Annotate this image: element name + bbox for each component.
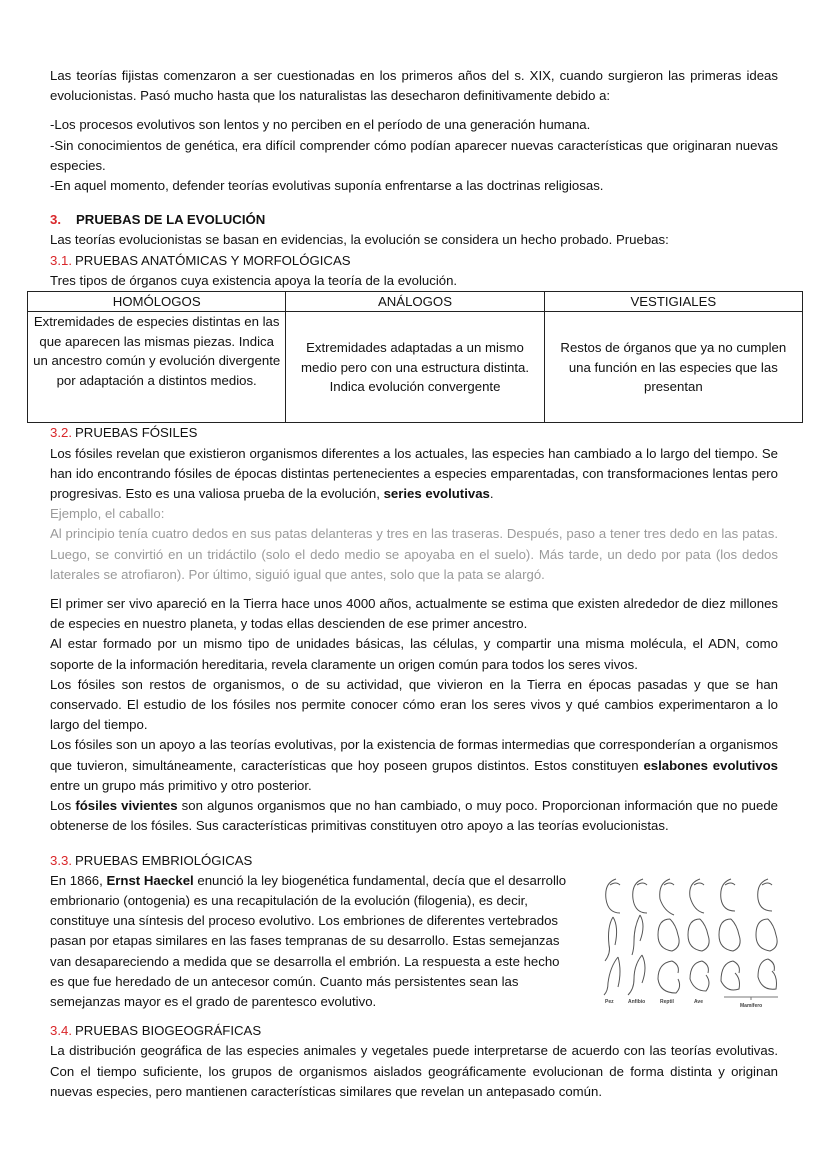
svg-text:Pez: Pez [605,998,614,1005]
horse-example-text: Al principio tenía cuatro dedos en sus patas delanteras y tres en las traseras. Después, paso a tener tres dedo en las patas. Luego, se convirtió en un tridáctilo (solo el dedo medio se apoyaba en el suelo). Más tarde, un dedo por pata (los dedos laterales se atrofiaron). Por último, siguió igual que antes, solo que la pata se alargó. [50,526,778,582]
text-run: Los fósiles son un apoyo a las teorías evolutivas, por la existencia de formas intermedias que corresponderían a organismos que tuvieron, simultáneamente, características que hoy poseen grupos distintos. Estos constituyen [50,737,778,773]
text-run: son algunos organismos que no han cambiado, o muy poco. Proporcionan información que no puede obtenerse de los fósiles. Sus características primitivas constituyen otro apoyo a las teorías evolucionistas. [50,798,778,834]
section-3-intro: Las teorías evolucionistas se basan en evidencias, la evolución se considera un hecho probado. Pruebas: [50,232,669,248]
text-run: En 1866, [50,872,107,888]
fossils-paragraph-5 [50,735,778,796]
section-3-1-number: 3.1. [50,252,72,268]
section-3-heading [50,210,778,230]
svg-text:Anfibio: Anfibio [628,998,646,1005]
intro-bullet-2: -Sin conocimientos de genética, era difícil comprender cómo podían aparecer nuevas características que originaran nuevas especies. [50,137,778,173]
section-3-1-heading [50,251,778,271]
section-3-title: PRUEBAS DE LA EVOLUCIÓN [76,212,266,228]
fossils-paragraph-3: Al estar formado por un mismo tipo de unidades básicas, las células, y compartir una misma molécula, el ADN, como soporte de la información hereditaria, revela claramente un origen común para todos los seres vivos. [50,636,778,672]
intro-bullet-3: -En aquel momento, defender teorías evolutivas suponía enfrentarse a las doctrinas religiosas. [50,178,604,194]
section-3-2-number: 3.2. [50,425,72,441]
section-3-4-title: PRUEBAS BIOGEOGRÁFICAS [75,1023,262,1039]
embryo-comparison-figure [588,869,788,1009]
section-3-number: 3. [50,212,61,228]
biogeography-paragraph: La distribución geográfica de las especies animales y vegetales puede interpretarse de acuerdo con las teorías evolutivas. Con el tiempo suficiente, los grupos de organismos aislados geográficamente evolucionan de forma distinta y originan nuevas especies, pero mantienen características similares que revelan un antepasado común. [50,1043,778,1099]
example-label: Ejemplo, el caballo: [50,506,165,522]
table-row [28,312,803,423]
text-run: . [489,486,494,502]
fossils-paragraph-4: Los fósiles son restos de organismos, o de su actividad, que vivieron en la Tierra en épocas pasadas y que se han conservado. El estudio de los fósiles nos permite conocer cómo eran los seres vivos y qué cambios experimentaron a lo largo del tiempo. [50,676,778,733]
fossils-paragraph-6 [50,796,778,836]
intro-paragraph: Las teorías fijistas comenzaron a ser cuestionadas en los primeros años del s. XIX, cuando surgieron las primeras ideas evolucionistas. Pasó mucho hasta que los naturalistas las desecharon definitivamente debido a: [50,68,778,104]
section-3-2-title: PRUEBAS FÓSILES [75,425,198,441]
text-run: Los [50,798,76,814]
text-run: entre un grupo más primitivo y otro posterior. [50,777,312,793]
text-run: Los fósiles revelan que existieron organismos diferentes a los actuales, las especies han cambiado a lo largo del tiempo. Se han ido encontrando fósiles de épocas distintas pertenecientes a especies emparentadas, con transformaciones lentas pero progresivas. Esto es una valiosa prueba de la evolución, [50,445,778,502]
section-3-4-number: 3.4. [50,1023,72,1039]
header-homologos: HOMÓLOGOS [28,292,286,312]
embryology-section [50,851,778,1013]
bold-term-fosiles-vivientes: fósiles vivientes [75,798,178,814]
table-header-row [28,292,803,312]
intro-bullet-1: -Los procesos evolutivos son lentos y no perciben en el período de una generación humana. [50,117,591,133]
section-3-3-title: PRUEBAS EMBRIOLÓGICAS [75,852,253,868]
cell-homologos: Extremidades de especies distintas en las que aparecen las mismas piezas. Indica un ancestro común y evolución divergente por adaptación a distintos medios. [28,312,286,423]
section-3-4-heading [50,1021,778,1041]
fossils-paragraph-2: El primer ser vivo apareció en la Tierra hace unos 4000 años, actualmente se estima que existen alrededor de diez millones de especies en nuestro planeta, y todas ellas descienden de ese primer ancestro. [50,596,778,632]
svg-text:Ave: Ave [694,998,703,1005]
header-vestigiales: VESTIGIALES [544,292,802,312]
svg-text:Reptil: Reptil [660,998,674,1005]
section-3-3-number: 3.3. [50,852,72,868]
header-analogos: ANÁLOGOS [286,292,544,312]
fossils-paragraph-1 [50,444,778,505]
section-3-2-heading [50,423,778,443]
document-page [33,66,787,1102]
svg-text:Mamífero: Mamífero [740,1002,763,1009]
bold-term-eslabones: eslabones evolutivos [643,757,778,773]
bold-term-series-evolutivas: series evolutivas [383,486,490,502]
bold-term-haeckel: Ernst Haeckel [106,872,194,888]
text-run: enunció la ley biogenética fundamental, decía que el desarrollo embrionario (ontogenia) es una recapitulación de la evolución (filogenia), es decir, constituye una síntesis del proceso evolutivo. Los embriones de diferentes vertebrados pasan por etapas similares en las fases tempranas de su desarrollo. Estas semejanzas van desapareciendo a medida que se desarrolla el embrión. La respuesta a este hecho es que fue heredado de un antecesor común. Cuanto más persistentes sean las semejanzas mayor es el grado de parentesco evolutivo. [50,872,567,1009]
cell-vestigiales: Restos de órganos que ya no cumplen una función en las especies que las presentan [544,312,802,423]
cell-analogos: Extremidades adaptadas a un mismo medio pero con una estructura distinta. Indica evolución convergente [286,312,544,423]
section-3-1-intro: Tres tipos de órganos cuya existencia apoya la teoría de la evolución. [50,272,458,288]
embryology-paragraph [50,871,575,1012]
embryo-drawings-icon [588,869,788,1009]
organ-types-table [27,291,803,423]
section-3-1-title: PRUEBAS ANATÓMICAS Y MORFOLÓGICAS [75,252,351,268]
